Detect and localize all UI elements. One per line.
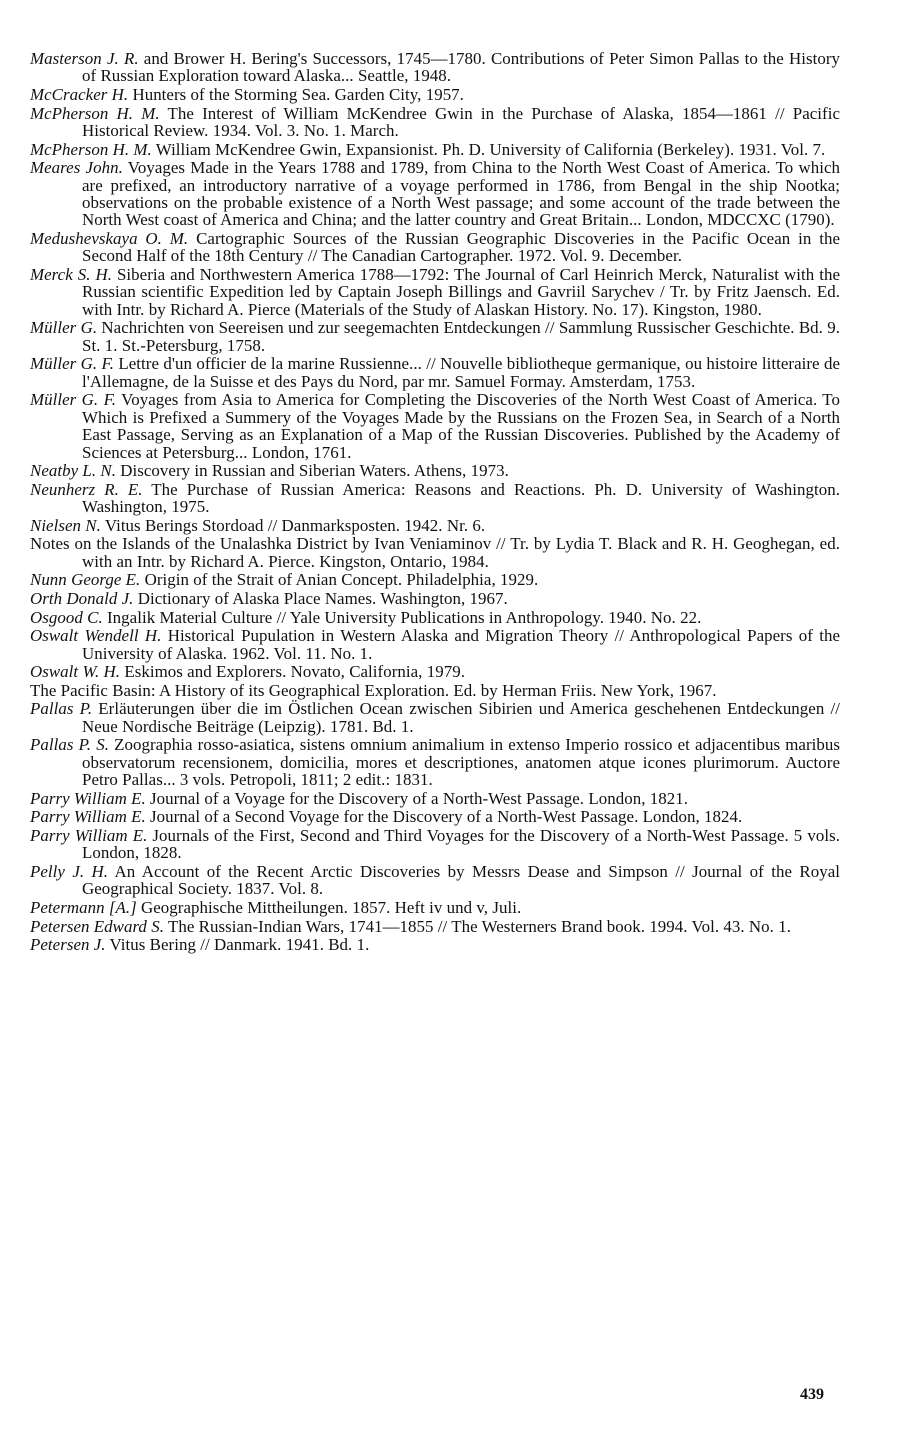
entry-text: The Russian-Indian Wars, 1741—1855 // The Westerners Brand book. 1994. Vol. 43. No. 1.	[163, 916, 791, 936]
entry-author: Orth Donald J.	[30, 589, 134, 608]
entry-text: Erläuterungen über die im Östlichen Ocean zwischen Sibirien und America geschehenen Entdeckungen // Neue Nordische Beiträge (Leipzig). 1781. Bd. 1.	[82, 699, 841, 736]
entry-author: Nunn George E.	[30, 570, 141, 590]
bibliography-entry	[30, 141, 840, 158]
bibliography-entry	[30, 627, 840, 662]
entry-author: Medushevskaya O. M.	[30, 229, 189, 248]
bibliography-entry	[30, 462, 840, 479]
entry-text: Dictionary of Alaska Place Names. Washington, 1967.	[133, 589, 508, 608]
bibliography-entry	[30, 319, 840, 354]
entry-author: Masterson J. R.	[30, 49, 139, 68]
entry-text: Zoographia rosso-asiatica, sistens omnium animalium in extenso Imperio rossico et adjacentibus maribus observatorum recensionem, domicilia, mores et descriptiones, anatomen atque icones plurimorum. Auctore Petro Pallas... 3 vols. Petropoli, 1811; 2 edit.: 1831.	[82, 735, 840, 790]
entry-author: Osgood C.	[30, 607, 103, 627]
entry-author: Neatby L. N.	[30, 461, 116, 481]
bibliography-entry	[30, 571, 840, 588]
entry-text: William McKendree Gwin, Expansionist. Ph. D. University of California (Berkeley). 1931. Vol. 7.	[151, 139, 826, 159]
entry-author: Petermann [A.]	[30, 897, 137, 917]
bibliography-list	[30, 50, 840, 955]
bibliography-entry	[30, 535, 840, 570]
entry-author: Oswalt W. H.	[30, 662, 121, 682]
entry-text: The Interest of William McKendree Gwin in the Purchase of Alaska, 1854—1861 // Pacific Historical Review. 1934. Vol. 3. No. 1. March.	[82, 103, 841, 140]
entry-text: Hunters of the Storming Sea. Garden City, 1957.	[128, 85, 464, 104]
entry-text: Geographische Mittheilungen. 1857. Heft iv und v, Juli.	[136, 897, 522, 917]
entry-author: Müller G. F.	[30, 390, 117, 410]
entry-author: Neunherz R. E.	[30, 479, 143, 499]
entry-author: McPherson H. M.	[30, 139, 152, 159]
entry-author: Müller G. F.	[30, 354, 115, 374]
entry-author: Pallas P. S.	[30, 735, 109, 755]
entry-text: Nachrichten von Seereisen und zur seegemachten Entdeckungen // Sammlung Russischer Geschichte. Bd. 9. St. 1. St.-Petersburg, 1758.	[82, 318, 840, 355]
entry-author: McPherson H. M.	[30, 103, 160, 123]
entry-text: Ingalik Material Culture // Yale University Publications in Anthropology. 1940. No. 22.	[102, 607, 702, 627]
entry-author: Parry William E.	[30, 825, 148, 845]
bibliography-entry	[30, 700, 840, 735]
entry-author: Merck S. H.	[30, 265, 112, 284]
bibliography-entry	[30, 663, 840, 680]
entry-text: Vitus Berings Stordoad // Danmarksposten. 1942. Nr. 6.	[100, 515, 486, 535]
bibliography-entry	[30, 736, 840, 788]
entry-text: Eskimos and Explorers. Novato, California, 1979.	[120, 662, 465, 682]
bibliography-entry	[30, 481, 840, 516]
bibliography-entry	[30, 355, 840, 390]
bibliography-entry	[30, 609, 840, 626]
bibliography-entry	[30, 105, 840, 140]
bibliography-entry	[30, 790, 840, 807]
entry-text: Vitus Bering // Danmark. 1941. Bd. 1.	[105, 935, 370, 955]
entry-author: McCracker H.	[30, 85, 129, 104]
entry-text: Lettre d'un officier de la marine Russienne... // Nouvelle bibliotheque germanique, ou histoire litteraire de l'Allemagne, de la Suisse et des Pays du Nord, par mr. Samuel Formay. Amsterdam, 1753.	[82, 354, 840, 391]
entry-text: Cartographic Sources of the Russian Geographic Discoveries in the Pacific Ocean in the Second Half of the 18th Century // The Canadian Cartographer. 1972. Vol. 9. December.	[82, 229, 841, 266]
entry-text: Notes on the Islands of the Unalashka District by Ivan Veniaminov // Tr. by Lydia T. Black and R. H. Geoghegan, ed. with an Intr. by Richard A. Pierce. Kingston, Ontario, 1984.	[30, 534, 840, 571]
entry-text: and Brower H. Bering's Successors, 1745—1780. Contributions of Peter Simon Pallas to the History of Russian Exploration toward Alaska... Seattle, 1948.	[82, 49, 841, 86]
bibliography-entry	[30, 808, 840, 825]
bibliography-entry	[30, 827, 840, 862]
bibliography-entry	[30, 266, 840, 318]
entry-text: The Purchase of Russian America: Reasons and Reactions. Ph. D. University of Washington. Washington, 1975.	[82, 479, 840, 517]
bibliography-entry	[30, 682, 840, 699]
entry-author: Oswalt Wendell H.	[30, 626, 162, 646]
entry-text: Journal of a Second Voyage for the Discovery of a North-West Passage. London, 1824.	[145, 807, 743, 827]
entry-author: Petersen J.	[30, 935, 106, 955]
bibliography-entry	[30, 863, 840, 898]
bibliography-entry	[30, 50, 840, 85]
page-number: 439	[800, 1386, 824, 1403]
bibliography-entry	[30, 159, 840, 229]
bibliography-entry	[30, 590, 840, 607]
bibliography-entry	[30, 391, 840, 461]
entry-author: Pelly J. H.	[30, 861, 109, 881]
entry-author: Nielsen N.	[30, 515, 101, 535]
entry-text: Journal of a Voyage for the Discovery of a North-West Passage. London, 1821.	[145, 788, 688, 808]
entry-text: Voyages Made in the Years 1788 and 1789, from China to the North West Coast of America. To which are prefixed, an introductory narrative of a voyage performed in 1786, from Bengal in the ship Nootka; observations on the probable existence of a North West passage; and some account of the trade between the North West coast of America and China; and the latter country and Great Britain... London, MDCCXC (1790).	[82, 158, 841, 230]
bibliography-entry	[30, 517, 840, 534]
entry-text: Siberia and Northwestern America 1788—1792: The Journal of Carl Heinrich Merck, Naturalist with the Russian scientific Expedition led by Captain Joseph Billings and Gavriil Sarychev / Tr. by Fritz Jaensch. Ed. with Intr. by Richard A. Pierce (Materials of the Study of Alaskan History. No. 17). Kingston, 1980.	[82, 265, 840, 319]
entry-text: An Account of the Recent Arctic Discoveries by Messrs Dease and Simpson // Journal of the Royal Geographical Society. 1837. Vol. 8.	[82, 861, 840, 899]
entry-author: Petersen Edward S.	[30, 916, 164, 936]
bibliography-entry	[30, 936, 840, 953]
bibliography-entry	[30, 918, 840, 935]
bibliography-entry	[30, 86, 840, 103]
entry-text: Voyages from Asia to America for Completing the Discoveries of the North West Coast of America. To Which is Prefixed a Summery of the Voyages Made by the Russians on the Frozen Sea, in Search of a North East Passage, Serving as an Explanation of a Map of the Russian Discoveries. Published by the Academy of Sciences at Petersburg... London, 1761.	[82, 390, 840, 462]
entry-text: Discovery in Russian and Siberian Waters. Athens, 1973.	[116, 461, 509, 481]
bibliography-entry	[30, 230, 840, 265]
entry-text: Journals of the First, Second and Third Voyages for the Discovery of a North-West Passage. 5 vols. London, 1828.	[82, 825, 840, 863]
entry-text: Origin of the Strait of Anian Concept. Philadelphia, 1929.	[140, 570, 539, 590]
entry-author: Pallas P.	[30, 699, 93, 719]
bibliography-entry	[30, 899, 840, 916]
entry-author: Müller G.	[30, 318, 98, 338]
entry-author: Parry William E.	[30, 807, 146, 827]
entry-author: Meares John.	[30, 158, 123, 178]
entry-text: Historical Pupulation in Western Alaska and Migration Theory // Anthropological Papers of the University of Alaska. 1962. Vol. 11. No. 1.	[82, 626, 841, 663]
entry-text: The Pacific Basin: A History of its Geographical Exploration. Ed. by Herman Friis. New York, 1967.	[30, 680, 717, 700]
entry-author: Parry William E.	[30, 788, 146, 808]
